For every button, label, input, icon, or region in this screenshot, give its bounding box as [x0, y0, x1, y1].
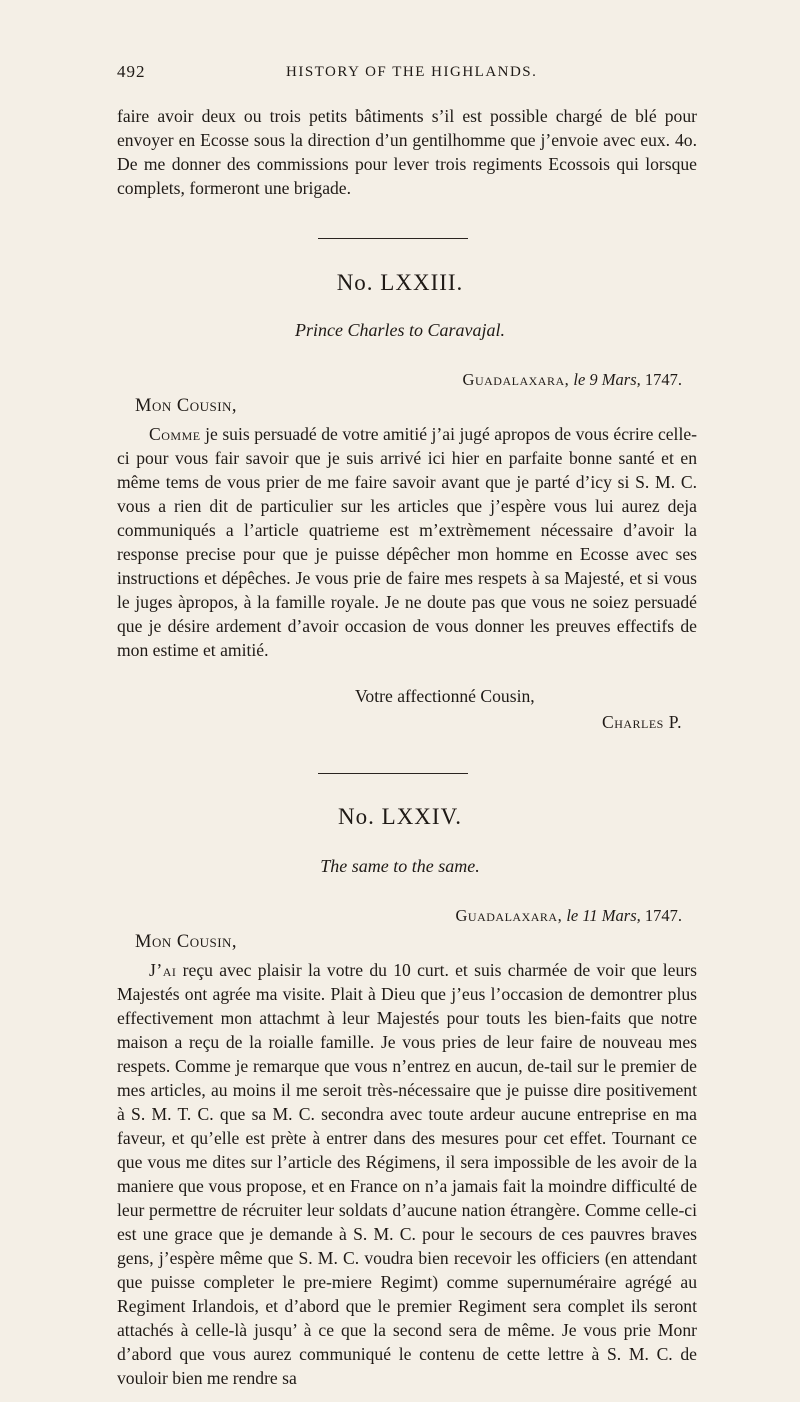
- signature: Charles P.: [601, 712, 682, 732]
- letter-body: [117, 958, 697, 1390]
- letter-title: The same to the same.: [320, 856, 480, 876]
- section-divider: [318, 773, 468, 774]
- section-divider: [318, 238, 468, 239]
- letter-number: No. LXXIV.: [338, 804, 462, 829]
- letter-year: 1747.: [644, 906, 682, 925]
- opening-word: J’ai: [149, 960, 177, 980]
- letter-body: [117, 422, 697, 662]
- intro-paragraph: [117, 104, 697, 200]
- letter-dateline: [117, 906, 682, 926]
- place-name: Guadalaxara,: [455, 906, 563, 925]
- running-title: HISTORY OF THE HIGHLANDS.: [286, 64, 538, 80]
- body-text: reçu avec plaisir la votre du 10 curt. et suis charmée de voir que leurs Majestés ont agrée ma visite. Plait à Dieu que j’eus l’occasion de demontrer plus effectivement mon attachmt à leur Majestés pour touts les bien-faits que notre maison a reçu de la roialle famille. Je vous pries de leur faire de nouveau mes respets. Comme je remarque que vous n’entrez en aucun, de-tail sur le premier de mes articles, au moins il me seroit très-nécessaire que je puisse dire positivement à S. M. T. C. que sa M. C. secondra avec toute ardeur aucune entreprise en ma faveur, et qu’elle est prète à entrer dans des mesures pour cet effet. Tournant ce que vous me dites sur l’article des Régimens, il sera impossible de les avoir de la maniere que vous propose, et en France on n’a jamais fait la moindre difficulté de leur permettre de récruiter leur soldats d’aucune nation étrangère. Comme celle-ci est une grace que je demande à S. M. C. pour le secours de ces pauvres braves gens, j’espère même que S. M. C. voudra bien recevoir les officiers (en attendant que puisse completer le pre-miere Regimt) comme supernuméraire agrégé au Regiment Irlandois, et d’abord que le premier Regiment sera complet ils seront attachés à celle-là jusqu’ à ce que la second sera de même. Je vous prie Monr d’abord que vous aurez communiqué le contenu de cette lettre à S. M. C. de vouloir bien me rendre sa: [117, 960, 697, 1388]
- place-name: Guadalaxara,: [462, 370, 570, 389]
- salutation: Mon Cousin,: [135, 932, 238, 952]
- closing-line: Votre affectionné Cousin,: [355, 686, 535, 706]
- salutation: Mon Cousin,: [135, 396, 238, 416]
- letter-title: Prince Charles to Caravajal.: [295, 320, 505, 340]
- intro-text: faire avoir deux ou trois petits bâtiments s’il est possible chargé de blé pour envoyer en Ecosse sous la direction d’un gentilhomme que j’envoie avec eux. 4o. De me donner des commissions pour lever trois regiments Ecossois qui lorsque complets, formeront une brigade.: [117, 106, 697, 198]
- letter-date: le 9 Mars,: [573, 370, 641, 389]
- page-number: 492: [117, 62, 146, 81]
- letter-number: No. LXXIII.: [336, 270, 464, 295]
- letter-date: le 11 Mars,: [566, 906, 641, 925]
- body-text: je suis persuadé de votre amitié j’ai jugé apropos de vous écrire celle-ci pour vous fair savoir que je suis arrivé ici hier en parfaite bonne santé et en même tems de vous prier de me faire savoir avant que je parté d’icy si S. M. C. vous a rien dit de particulier sur les articles que j’espère vous lui aurez deja communiqués a l’article quatrieme est m’extrèmement nécessaire d’avoir la response precise pour que je puisse dépêcher mon homme en Ecosse avec ses instructions et dépêches. Je vous prie de faire mes respets à sa Majesté, et si vous le juges àpropos, à la famille royale. Je ne doute pas que vous ne soiez persuadé que je désire ardement d’avoir occasion de vous donner les preuves effectifs de mon estime et amitié.: [117, 424, 698, 660]
- opening-word: Comme: [149, 424, 201, 444]
- letter-dateline: [117, 370, 682, 390]
- letter-year: 1747.: [644, 370, 682, 389]
